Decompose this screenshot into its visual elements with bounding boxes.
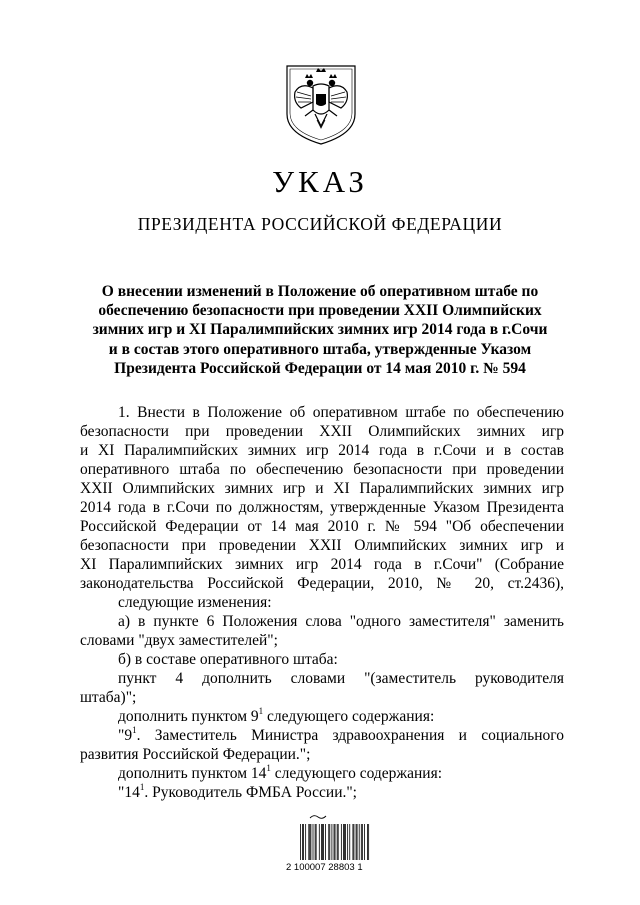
barcode-bar — [319, 824, 320, 860]
superscript: 1 — [266, 763, 271, 773]
barcode-bar — [308, 824, 309, 860]
point-14-1-text: . Руководитель ФМБА России."; — [144, 784, 357, 801]
heading-line: О внесении изменений в Положение об оперативном штабе по — [101, 283, 539, 300]
barcode-bar — [359, 824, 360, 860]
barcode-bar — [367, 824, 368, 860]
barcode-bar — [313, 824, 314, 860]
item-a-line: а) в пункте 6 Положения слова "одного заместителя" заменить — [118, 613, 564, 630]
barcode-bar — [344, 824, 345, 860]
body-line: следующие изменения: — [118, 594, 272, 611]
barcode-bar — [357, 824, 358, 860]
add-point-14-text: дополнить пунктом 14 — [118, 765, 267, 782]
heading-line: Президента Российской Федерации от 14 мая 2010 г. № 594 — [114, 359, 526, 377]
barcode-number: 2 100007 28803 1 — [286, 862, 363, 873]
barcode-bar — [321, 824, 322, 860]
barcode-bar — [322, 824, 323, 860]
add-point-9-suffix: следующего содержания: — [263, 708, 435, 725]
barcode-bar — [364, 824, 365, 860]
barcode-bar — [332, 824, 333, 860]
point4-line: штаба)"; — [80, 689, 137, 706]
barcode-bar — [347, 824, 348, 860]
barcode-bar — [303, 824, 304, 860]
barcode-icon — [296, 812, 372, 864]
add-point-14-line — [80, 764, 564, 783]
coat-of-arms-icon — [283, 62, 359, 146]
barcode-bar — [334, 824, 335, 860]
document-heading — [80, 282, 560, 378]
heading-line: зимних игр и XI Паралимпийских зимних игр 2014 года в г.Сочи — [92, 321, 548, 339]
heading-line: и в состав этого оперативного штаба, утвержденные Указом — [108, 340, 532, 358]
superscript: 1 — [132, 725, 137, 735]
barcode-bar — [345, 824, 346, 860]
add-point-9-line — [80, 707, 564, 726]
point-9-1-line — [80, 726, 564, 745]
item-b-line: б) в составе оперативного штаба: — [118, 651, 338, 668]
barcode-bar — [343, 824, 344, 860]
add-point-9-text: дополнить пунктом 9 — [118, 708, 259, 725]
item-a-line: словами "двух заместителей"; — [80, 632, 278, 649]
barcode-bar — [311, 824, 312, 860]
barcode-bar — [349, 824, 350, 860]
document-body — [80, 403, 564, 802]
barcode-bar — [361, 824, 362, 860]
body-line: безопасности при проведении XXII Олимпийских зимних игр и — [80, 537, 564, 554]
barcode-bar — [305, 824, 306, 860]
add-point-14-suffix: следующего содержания: — [270, 765, 443, 782]
body-line: законодательства Российской Федерации, 2010, № 20, ст.2436), — [80, 575, 564, 592]
superscript: 1 — [139, 782, 145, 792]
point-9-1-line: развития Российской Федерации."; — [80, 746, 311, 763]
barcode-bar — [338, 824, 339, 860]
body-line: 2014 года в г.Сочи по должностям, утвержденные Указом Президента — [80, 499, 564, 516]
barcode-bar — [300, 824, 301, 860]
body-line: и XI Паралимпийских зимних игр 2014 года в г.Сочи и в состав — [80, 442, 564, 459]
barcode-bar — [325, 824, 326, 860]
barcode-bar — [353, 824, 354, 860]
point-9-1-number: "9 — [118, 727, 133, 744]
body-line: Российской Федерации от 14 мая 2010 г. № 594 "Об обеспечении — [80, 518, 564, 535]
barcode-bar — [335, 824, 336, 860]
point-9-1-text: . Заместитель Министра здравоохранения и социального — [136, 727, 564, 744]
heading-line: обеспечению безопасности при проведении XXII Олимпийских — [98, 302, 542, 320]
barcode-bar — [309, 824, 310, 860]
body-line: безопасности при проведении XXII Олимпийских зимних игр — [80, 423, 564, 440]
barcode-bar — [329, 824, 330, 860]
superscript: 1 — [258, 706, 264, 716]
barcode-bar — [337, 824, 338, 860]
body-line: 1. Внести в Положение об оперативном штабе по обеспечению — [118, 404, 564, 421]
body-line: XI Паралимпийских зимних игр 2014 года в г.Сочи" (Собрание — [80, 556, 564, 573]
barcode-bar — [354, 824, 355, 860]
barcode-bar — [316, 824, 317, 860]
barcode-bar — [302, 824, 303, 860]
barcode-bar — [368, 824, 369, 860]
barcode-bar — [341, 824, 342, 860]
decree-title: УКАЗ — [272, 164, 368, 199]
body-line: оперативного штаба по обеспечению безопасности при проведении — [80, 461, 564, 478]
barcode-bar — [356, 824, 357, 860]
barcode-bar — [323, 824, 324, 860]
barcode-bar — [315, 824, 316, 860]
barcode-bar — [328, 824, 329, 860]
point4-line: пункт 4 дополнить словами "(заместитель руководителя — [118, 670, 564, 687]
barcode-bar — [362, 824, 363, 860]
point-14-1-number: "14 — [118, 784, 140, 801]
body-line: XXII Олимпийских зимних игр и XI Паралимпийских зимних игр — [80, 480, 564, 497]
point-14-1-line — [80, 783, 564, 802]
decree-subtitle: ПРЕЗИДЕНТА РОССИЙСКОЙ ФЕДЕРАЦИИ — [137, 214, 503, 234]
